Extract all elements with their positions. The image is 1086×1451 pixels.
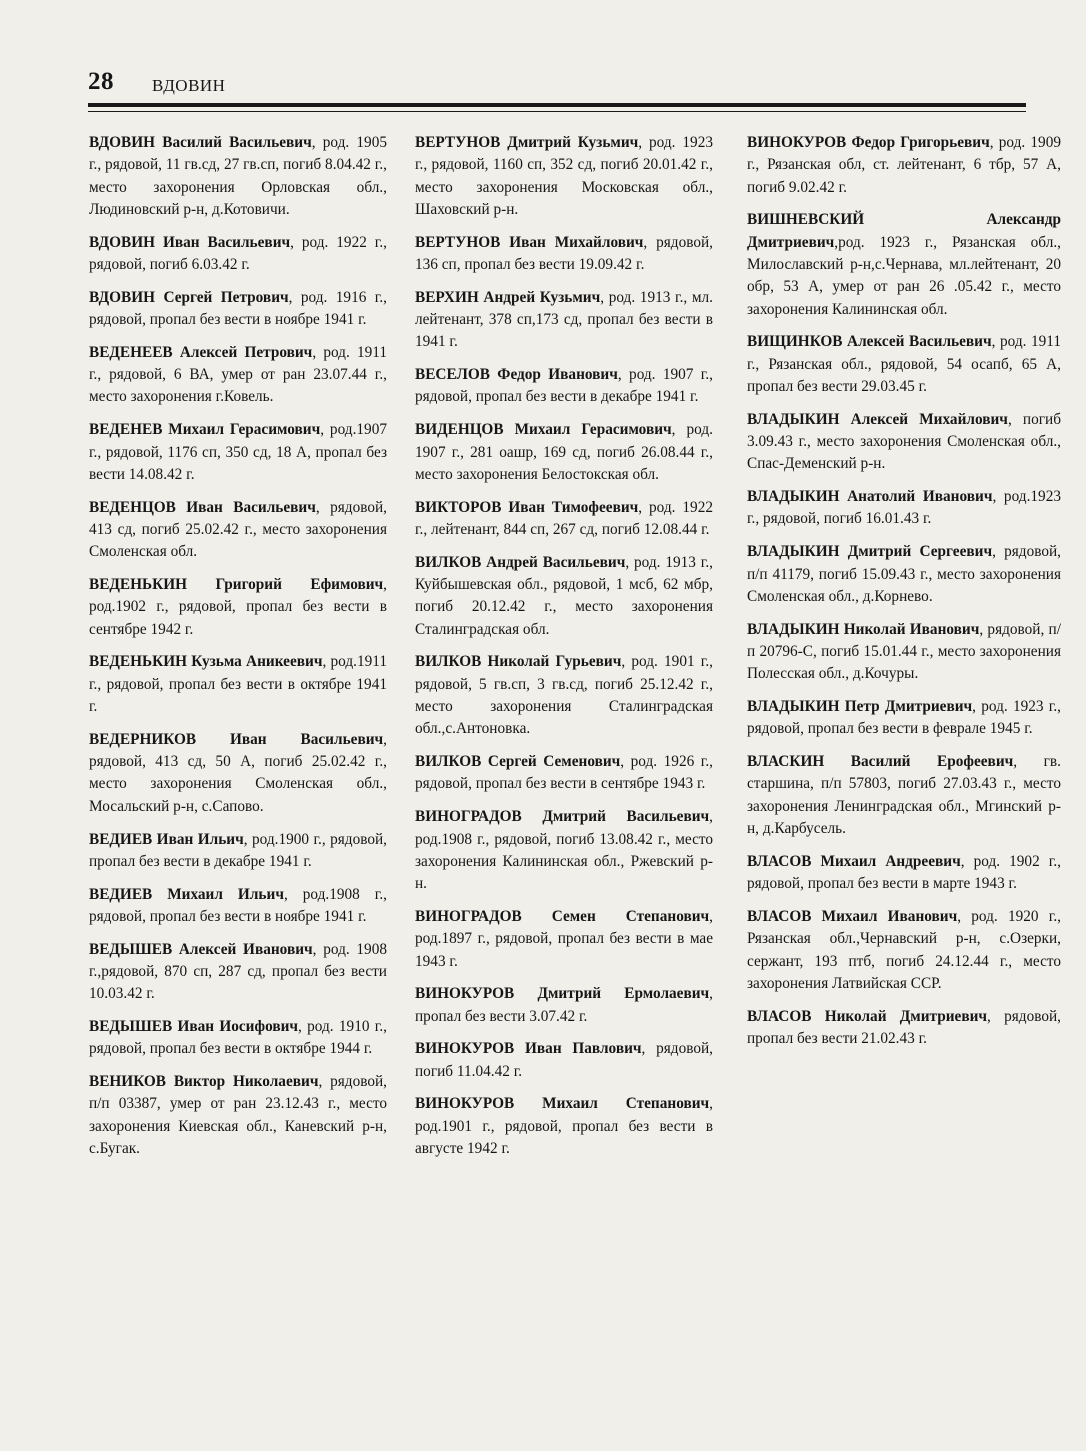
list-item <box>415 1038 713 1083</box>
person-name: ВЕРХИН Андрей Кузьмич <box>415 288 601 306</box>
list-item <box>415 419 713 486</box>
person-details: , род. 1909 г., Рязанская обл, ст. лейтенант, 6 тбр, 57 А, погиб 9.02.42 г. <box>747 134 1061 196</box>
person-name: ВЛАСОВ Михаил Андреевич <box>747 852 961 870</box>
person-name: ВИДЕНЦОВ Михаил Герасимович <box>415 421 672 439</box>
person-details: , род.1902 г., рядовой, пропал без вести в сентябре 1942 г. <box>89 576 387 638</box>
list-item <box>89 419 387 486</box>
person-details: , род.1908 г., рядовой, пропал без вести в ноябре 1941 г. <box>89 885 387 925</box>
person-name: ВЛАДЫКИН Алексей Михайлович <box>747 410 1008 428</box>
person-details: , род.1907 г., рядовой, 1176 сп, 350 сд, 18 А, пропал без вести 14.08.42 г. <box>89 421 387 483</box>
list-item <box>415 364 713 409</box>
list-item <box>89 651 387 718</box>
list-item <box>89 342 387 409</box>
person-name: ВИЛКОВ Сергей Семенович <box>415 753 621 771</box>
person-name: ВДОВИН Иван Васильевич <box>89 233 291 251</box>
person-details: , рядовой, п/п 03387, умер от ран 23.12.43 г., место захоронения Киевская обл., Каневский р-н, с.Бугак. <box>89 1073 387 1158</box>
person-name: ВИЛКОВ Андрей Васильевич <box>415 553 626 571</box>
person-name: ВИЛКОВ Николай Гурьевич <box>415 653 622 671</box>
person-name: ВДОВИН Сергей Петрович <box>89 288 289 306</box>
list-item <box>747 486 1061 531</box>
person-name: ВИНОГРАДОВ Семен Степанович <box>415 907 710 925</box>
person-details: , род.1908 г., рядовой, погиб 13.08.42 г., место захоронения Калининская обл., Ржевский р-н. <box>415 808 713 893</box>
page-header <box>88 66 1026 106</box>
header-rule-thick <box>88 103 1026 107</box>
person-details: , род. 1908 г.,рядовой, 870 сп, 287 сд, пропал без вести 10.03.42 г. <box>89 940 388 1003</box>
person-name: ВИКТОРОВ Иван Тимофеевич <box>415 498 639 516</box>
list-item <box>89 729 387 818</box>
person-name: ВЕДЕНЕВ Михаил Герасимович <box>89 421 321 439</box>
person-name: ВЕСЕЛОВ Федор Иванович <box>415 366 618 384</box>
person-name: ВЕРТУНОВ Иван Михайлович <box>415 233 644 251</box>
person-details: , род. 1907 г., рядовой, пропал без вести в декабре 1941 г. <box>415 366 714 406</box>
person-details: , род. 1910 г., рядовой, пропал без вести в октябре 1944 г. <box>89 1018 387 1058</box>
list-item <box>747 696 1061 741</box>
person-details: , род.1897 г., рядовой, пропал без вести в мае 1943 г. <box>415 907 713 970</box>
list-item <box>89 884 387 929</box>
person-details: , рядовой, 136 сп, пропал без вести 19.09.42 г. <box>415 233 713 273</box>
person-name: ВЕДЕНЬКИН Кузьма Аникеевич <box>89 653 323 671</box>
running-head: ВДОВИН <box>152 76 226 95</box>
person-name: ВЕДЫШЕВ Алексей Иванович <box>89 940 313 958</box>
person-name: ВЛАДЫКИН Николай Иванович <box>747 620 980 638</box>
list-item <box>415 232 713 277</box>
person-name: ВЕРТУНОВ Дмитрий Кузьмич <box>415 134 639 151</box>
person-name: ВЛАДЫКИН Петр Дмитриевич <box>747 698 973 716</box>
list-item <box>747 906 1061 995</box>
header-rule-thin <box>88 111 1026 112</box>
list-item <box>415 806 713 895</box>
person-details: , род. 1922 г., лейтенант, 844 сп, 267 сд, погиб 12.08.44 г. <box>415 498 713 538</box>
list-item <box>89 232 387 277</box>
person-details: , род. 1913 г., мл. лейтенант, 378 сп,173 сд, пропал без вести в 1941 г. <box>415 288 714 351</box>
list-item <box>747 541 1061 608</box>
person-name: ВИНОКУРОВ Михаил Степанович <box>415 1095 710 1113</box>
person-details: , род. 1911 г., Рязанская обл., рядовой, 54 осапб, 65 А, пропал без вести 29.03.45 г. <box>747 333 1061 395</box>
person-name: ВИЩИНКОВ Алексей Васильевич <box>747 333 992 351</box>
list-item <box>89 1071 387 1160</box>
person-name: ВИНОКУРОВ Федор Григорьевич <box>747 134 990 151</box>
person-details: , рядовой, 413 сд, погиб 25.02.42 г., место захоронения Смоленская обл. <box>89 498 387 561</box>
person-name: ВЛАСКИН Василий Ерофеевич <box>747 753 1014 771</box>
person-details: , род. 1905 г., рядовой, 11 гв.сд, 27 гв.сп, погиб 8.04.42 г., место захоронения Орловская обл., Людиновский р-н, д.Котовичи. <box>89 134 387 218</box>
page-number: 28 <box>88 68 114 95</box>
list-item <box>747 851 1061 896</box>
person-name: ВЕДЕНЦОВ Иван Васильевич <box>89 498 316 516</box>
list-item <box>89 287 387 332</box>
list-item <box>415 651 713 740</box>
list-item <box>747 409 1061 476</box>
person-details: , род. 1922 г., рядовой, погиб 6.03.42 г. <box>89 233 387 273</box>
person-name: ВЛАСОВ Николай Дмитриевич <box>747 1007 988 1025</box>
person-details: , пропал без вести 3.07.42 г. <box>415 985 713 1025</box>
list-item <box>89 829 387 874</box>
person-details: , род. 1902 г., рядовой, пропал без вести в марте 1943 г. <box>747 852 1061 893</box>
list-item <box>415 497 713 542</box>
person-details: , род.1901 г., рядовой, пропал без вести в августе 1942 г. <box>415 1095 713 1158</box>
list-item <box>747 209 1061 320</box>
person-name: ВИНОКУРОВ Иван Павлович <box>415 1040 642 1058</box>
person-details: , рядовой, 413 сд, 50 А, погиб 25.02.42 г., место захоронения Смоленская обл., Мосальский р-н, с.Сапово. <box>89 730 387 815</box>
list-item <box>747 751 1061 840</box>
person-details: , род. 1907 г., 281 оашр, 169 сд, погиб 26.08.44 г., место захоронения Белостокская обл. <box>415 421 713 483</box>
list-item <box>747 331 1061 398</box>
person-details: , род. 1923 г., рядовой, 1160 сп, 352 сд, погиб 20.01.42 г., место захоронения Московская обл., Шаховский р-н. <box>415 134 713 218</box>
column-2 <box>415 132 713 1171</box>
person-details: , род. 1923 г., рядовой, пропал без вести в феврале 1945 г. <box>747 698 1061 738</box>
list-item <box>89 574 387 641</box>
person-details: , род. 1926 г., рядовой, пропал без вести в сентябре 1943 г. <box>415 753 713 793</box>
list-item <box>747 619 1061 686</box>
person-name: ВЕДЫШЕВ Иван Иосифович <box>89 1018 299 1036</box>
person-name: ВЕДЕНЬКИН Григорий Ефимович <box>89 576 384 594</box>
person-details: , рядовой, п/п 20796-С, погиб 15.01.44 г., место захоронения Полесская обл., д.Кочуры. <box>747 620 1061 683</box>
list-item <box>89 939 387 1006</box>
person-details: , погиб 3.09.43 г., место захоронения Смоленская обл., Спас-Деменский р-н. <box>747 410 1061 473</box>
list-item <box>415 983 713 1028</box>
person-details: , рядовой, пропал без вести 21.02.43 г. <box>747 1007 1061 1047</box>
person-name: ВЛАДЫКИН Анатолий Иванович <box>747 488 993 506</box>
person-details: , рядовой, погиб 11.04.42 г. <box>415 1040 713 1080</box>
list-item <box>747 1006 1061 1051</box>
list-item <box>747 132 1061 199</box>
person-details: , род. 1911 г., рядовой, 6 ВА, умер от ран 23.07.44 г., место захоронения г.Ковель. <box>89 343 387 406</box>
person-name: ВДОВИН Василий Васильевич <box>89 134 312 151</box>
list-item <box>89 497 387 564</box>
list-item <box>415 1093 713 1160</box>
person-name: ВЕДИЕВ Иван Ильич <box>89 830 244 848</box>
list-item <box>415 287 713 354</box>
person-name: ВИНОГРАДОВ Дмитрий Васильевич <box>415 808 710 826</box>
person-name: ВЛАСОВ Михаил Иванович <box>747 907 958 925</box>
column-1 <box>89 132 387 1171</box>
person-name: ВЕДИЕВ Михаил Ильич <box>89 885 284 903</box>
person-details: ,род. 1923 г., Рязанская обл., Милославский р-н,с.Чернава, мл.лейтенант, 20 обр, 53 А, умер от ран 26 .05.42 г., место захоронения Калининская обл. <box>747 233 1061 318</box>
person-details: , род.1911 г., рядовой, пропал без вести в октябре 1941 г. <box>89 653 387 716</box>
list-item <box>89 132 387 221</box>
person-name: ВИШНЕВСКИЙ Александр Дмитриевич <box>747 211 1061 251</box>
person-name: ВЕНИКОВ Виктор Николаевич <box>89 1073 319 1091</box>
person-details: , гв. старшина, п/п 57803, погиб 27.03.43 г., место захоронения Ленинградская обл., Мгинский р-н, д.Карбусель. <box>747 753 1061 838</box>
person-details: , род. 1913 г., Куйбышевская обл., рядовой, 1 мсб, 62 мбр, погиб 20.12.42 г., место захоронения Сталинградская обл. <box>415 553 713 638</box>
list-item <box>415 552 713 641</box>
list-item <box>415 751 713 796</box>
list-item <box>89 1016 387 1061</box>
person-name: ВЕДЕНЕЕВ Алексей Петрович <box>89 343 313 361</box>
person-name: ВИНОКУРОВ Дмитрий Ермолаевич <box>415 985 710 1003</box>
person-name: ВЛАДЫКИН Дмитрий Сергеевич <box>747 543 993 561</box>
person-name: ВЕДЕРНИКОВ Иван Васильевич <box>89 730 384 748</box>
list-item <box>415 132 713 221</box>
column-3 <box>747 132 1061 1061</box>
person-details: , род.1900 г., рядовой, пропал без вести в декабре 1941 г. <box>89 830 387 870</box>
list-item <box>415 906 713 973</box>
person-details: , рядовой, п/п 41179, погиб 15.09.43 г., место захоронения Смоленская обл., д.Корнево. <box>747 543 1062 605</box>
person-details: , род. 1920 г., Рязанская обл.,Чернавский р-н, с.Озерки, сержант, 193 птб, погиб 24.12.44 г., место захоронения Латвийская ССР. <box>747 907 1061 992</box>
person-details: , род. 1901 г., рядовой, 5 гв.сп, 3 гв.сд, погиб 25.12.42 г., место захоронения Сталинградская обл.,с.Антоновка. <box>415 653 713 738</box>
person-details: , род.1923 г., рядовой, погиб 16.01.43 г. <box>747 488 1061 528</box>
person-details: , род. 1916 г., рядовой, пропал без вести в ноябре 1941 г. <box>89 288 387 329</box>
